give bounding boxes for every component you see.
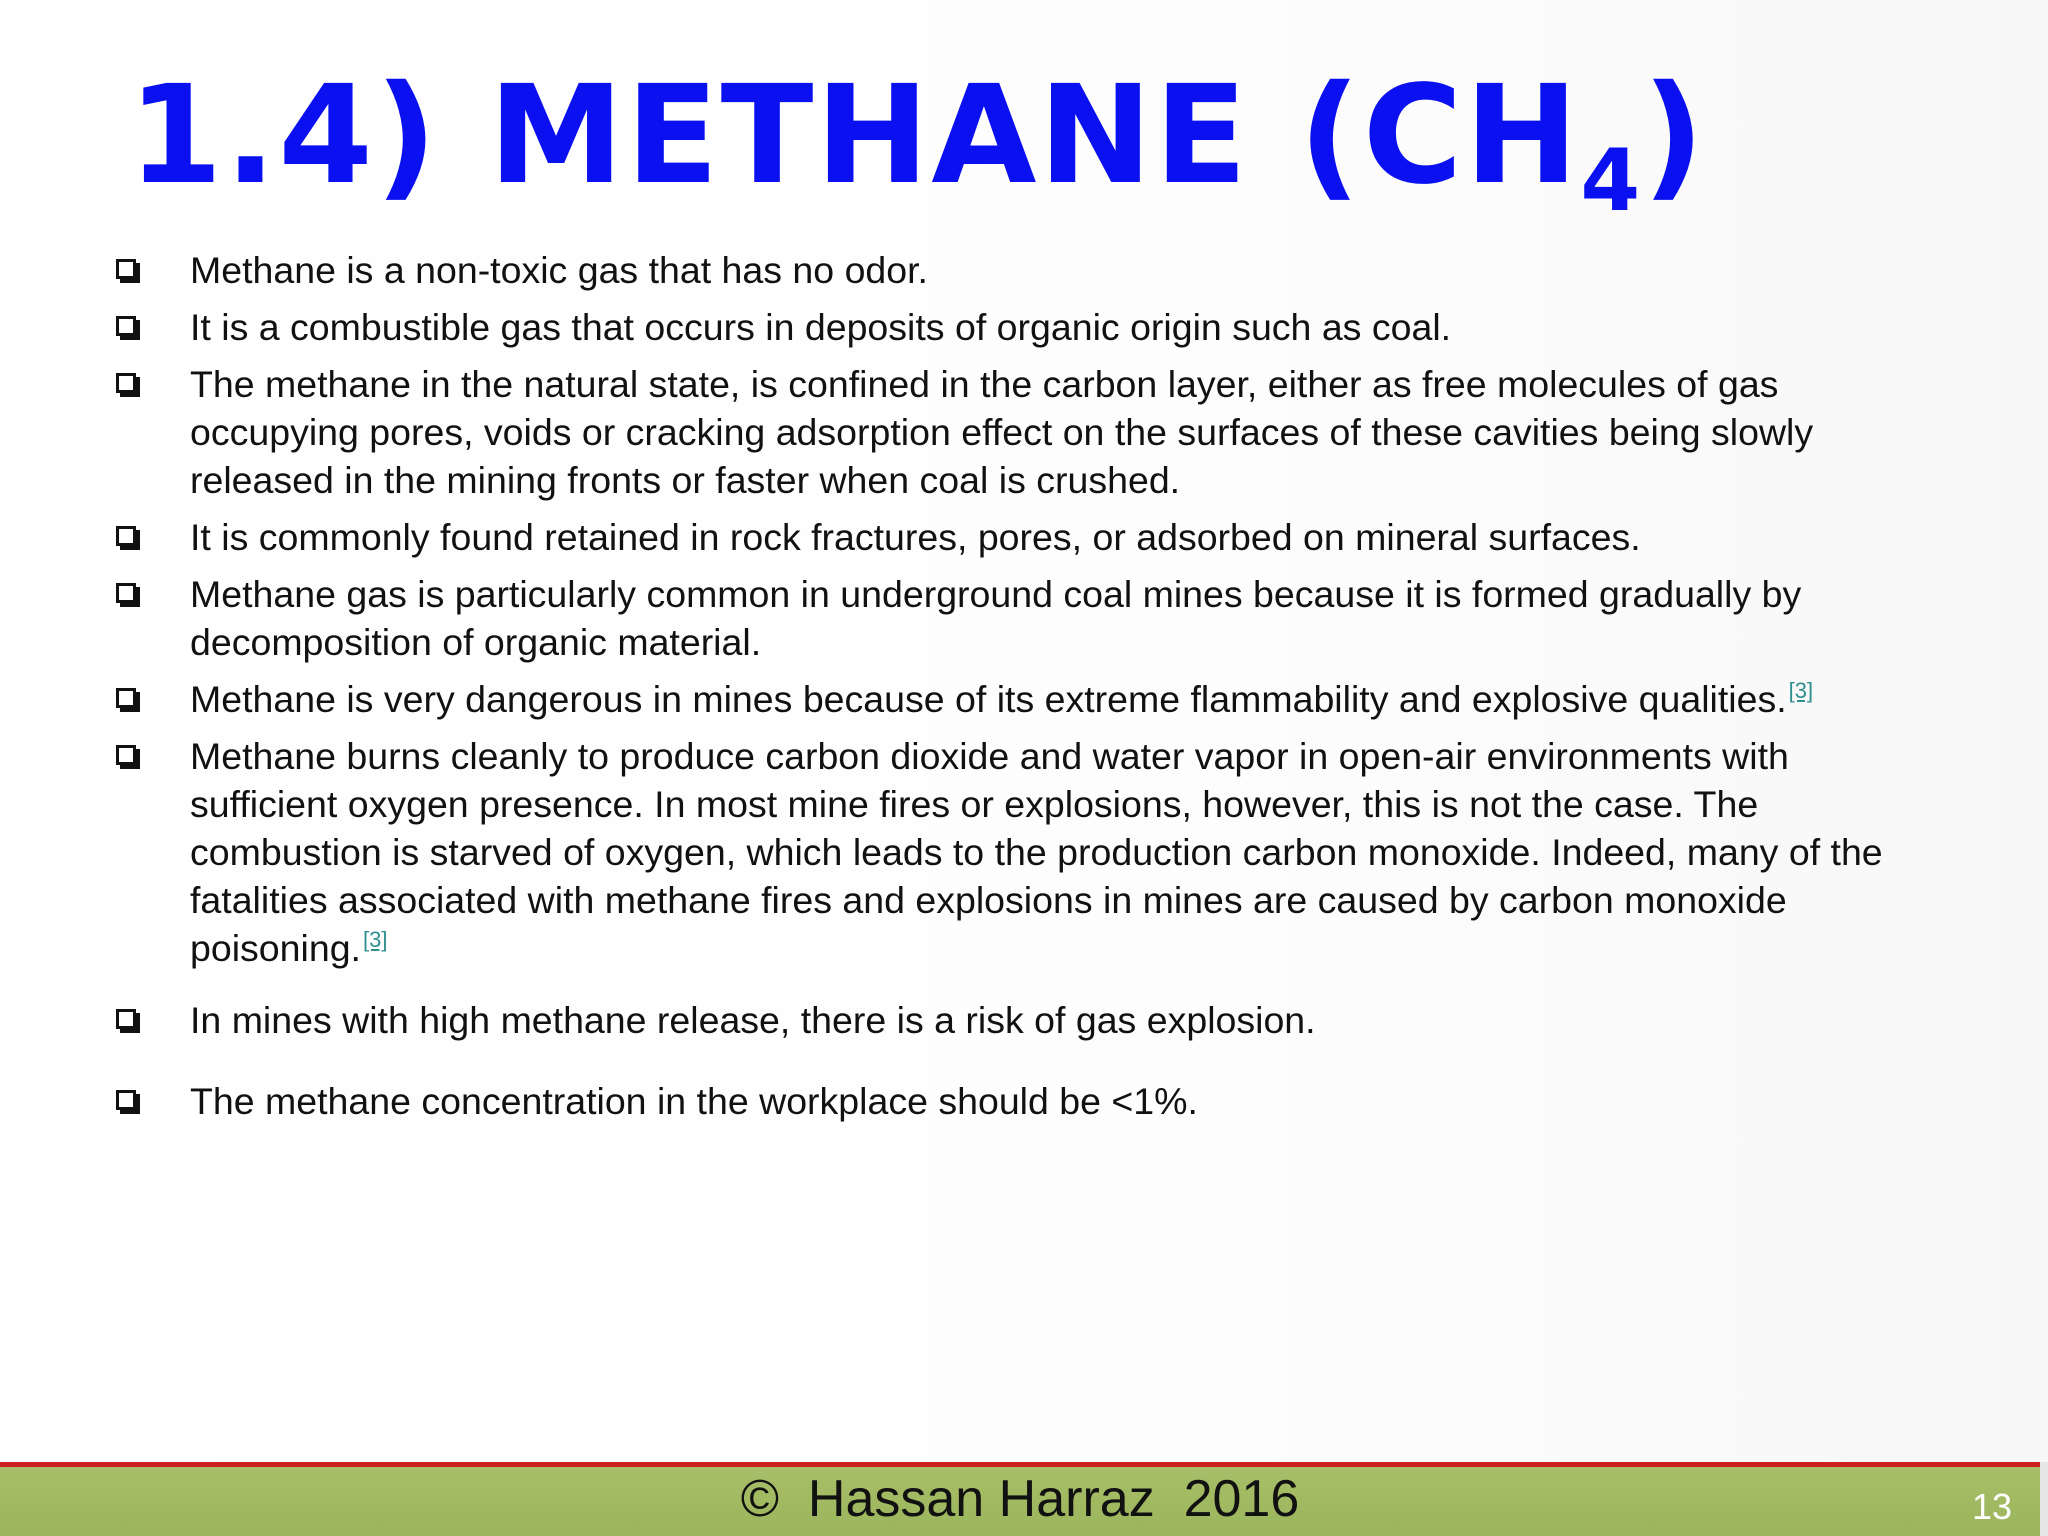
- bullet-item: [112, 996, 1942, 1044]
- title-main: 1.4) METHANE (CH: [128, 57, 1581, 215]
- bullet-list: [112, 246, 1942, 1134]
- reference-link[interactable]: [3]: [362, 927, 388, 952]
- checkbox-bullet-icon: [116, 259, 136, 279]
- bullet-text: The methane concentration in the workplace should be <1%.: [190, 1080, 1198, 1122]
- checkbox-bullet-icon: [116, 526, 136, 546]
- checkbox-bullet-icon: [116, 373, 136, 393]
- checkbox-bullet-icon: [116, 1090, 136, 1110]
- bullet-text: In mines with high methane release, there is a risk of gas explosion.: [190, 999, 1316, 1041]
- bullet-text: Methane gas is particularly common in underground coal mines because it is formed gradually by decomposition of organic material.: [190, 573, 1802, 663]
- bullet-text: It is a combustible gas that occurs in deposits of organic origin such as coal.: [190, 306, 1452, 348]
- checkbox-bullet-icon: [116, 745, 136, 765]
- reference-link[interactable]: [3]: [1788, 678, 1814, 703]
- bullet-text: Methane burns cleanly to produce carbon dioxide and water vapor in open-air environments with sufficient oxygen presence. In most mine fires or explosions, however, this is not the case. The combustion is starved of oxygen, which leads to the production carbon monoxide. Indeed, many of the fatalities associated with methane fires and explosions in mines are caused by carbon monoxide poisoning.: [190, 735, 1883, 969]
- checkbox-bullet-icon: [116, 583, 136, 603]
- checkbox-bullet-icon: [116, 316, 136, 336]
- checkbox-bullet-icon: [116, 688, 136, 708]
- slide-title: [128, 57, 1707, 231]
- bullet-text: It is commonly found retained in rock fractures, pores, or adsorbed on mineral surfaces.: [190, 516, 1641, 558]
- bullet-item: [112, 360, 1942, 504]
- bullet-item: [112, 513, 1942, 561]
- bullet-item: [112, 303, 1942, 351]
- bullet-text: Methane is a non-toxic gas that has no odor.: [190, 249, 928, 291]
- bullet-item: [112, 1077, 1942, 1125]
- bullet-text: The methane in the natural state, is confined in the carbon layer, either as free molecules of gas occupying pores, voids or cracking adsorption effect on the surfaces of these cavities being slowly released in the mining fronts or faster when coal is crushed.: [190, 363, 1814, 501]
- bullet-item: [112, 732, 1942, 972]
- title-subscript: 4: [1580, 131, 1643, 231]
- copyright-text: © Hassan Harraz 2016: [740, 1470, 1300, 1528]
- checkbox-bullet-icon: [116, 1009, 136, 1029]
- title-end: ): [1642, 57, 1707, 215]
- bullet-item: [112, 570, 1942, 666]
- footer-edge: [2040, 1462, 2048, 1536]
- bullet-text: Methane is very dangerous in mines because of its extreme flammability and explosive qualities.: [190, 678, 1787, 720]
- bullet-item: [112, 675, 1942, 723]
- footer-bar: [0, 1467, 2040, 1536]
- bullet-item: [112, 246, 1942, 294]
- page-number: 13: [1971, 1486, 2012, 1527]
